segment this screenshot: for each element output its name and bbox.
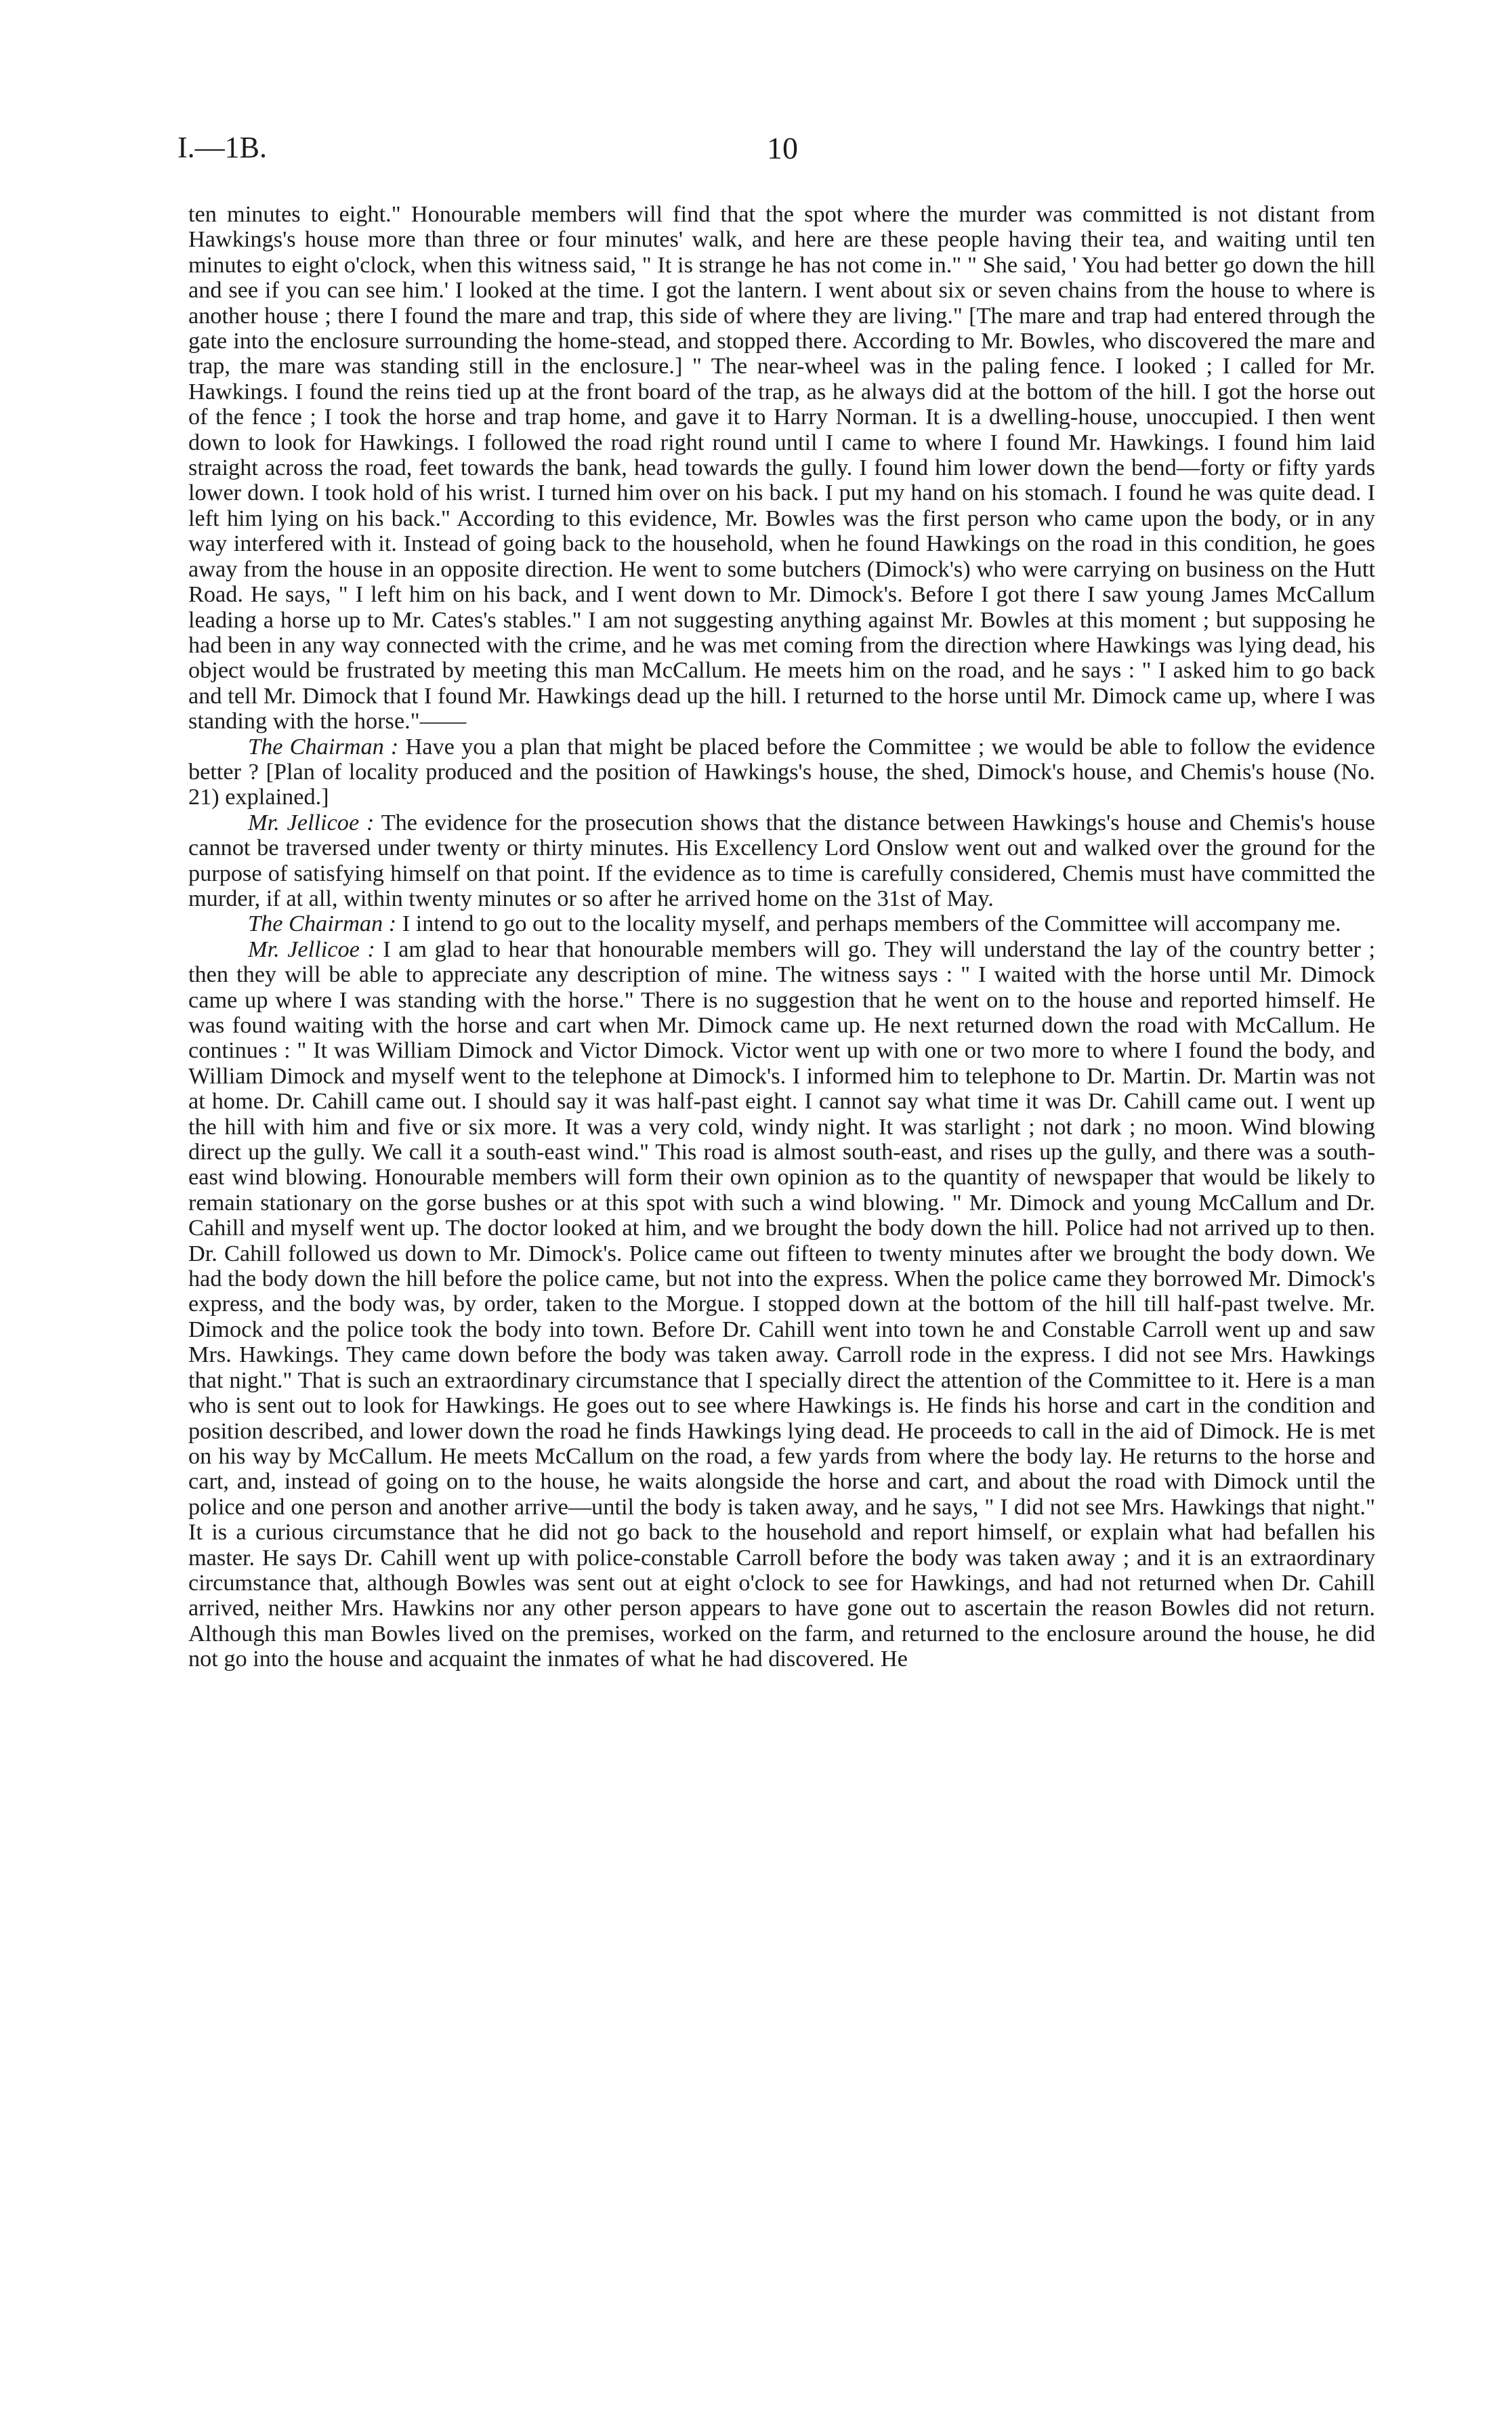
paragraph	[188, 937, 1375, 1672]
paragraph-text: I am glad to hear that honourable members will go. They will understand the lay of the country better ; then they will be able to appreciate any description of mine. The witness says : " I waited with the horse until Mr. Dimock came up where I was standing with the horse." There is no suggestion that he went on to the house and reported himself. He was found waiting with the horse and cart when Mr. Dimock came up. He next returned down the road with McCallum. He continues : " It was William Dimock and Victor Dimock. Victor went up with one or two more to where I found the body, and William Dimock and myself went to the telephone at Dimock's. I informed him to telephone to Dr. Martin. Dr. Martin was not at home. Dr. Cahill came out. I should say it was half-past eight. I cannot say what time it was Dr. Cahill came out. I went up the hill with him and five or six more. It was a very cold, windy night. It was starlight ; not dark ; no moon. Wind blowing direct up the gully. We call it a south-east wind." This road is almost south-east, and rises up the gully, and there was a south-east wind blowing. Honourable members will form their own opinion as to the quantity of newspaper that would be likely to remain stationary on the gorse bushes or at this spot with such a wind blowing. " Mr. Dimock and young McCallum and Dr. Cahill and myself went up. The doctor looked at him, and we brought the body down the hill. Police had not arrived up to then. Dr. Cahill followed us down to Mr. Dimock's. Police came out fifteen to twenty minutes after we brought the body down. We had the body down the hill before the police came, but not into the express. When the police came they borrowed Mr. Dimock's express, and the body was, by order, taken to the Morgue. I stopped down at the bottom of the hill till half-past twelve. Mr. Dimock and the police took the body into town. Before Dr. Cahill went into town he and Constable Carroll went up and saw Mrs. Hawkings. They came down before the body was taken away. Carroll rode in the express. I did not see Mrs. Hawkings that night." That is such an extraordinary circumstance that I specially direct the attention of the Committee to it. Here is a man who is sent out to look for Hawkings. He goes out to see where Hawkings is. He finds his horse and cart in the condition and position described, and lower down the road he finds Hawkings lying dead. He proceeds to call in the aid of Dimock. He is met on his way by McCallum. He meets McCallum on the road, a few yards from where the body lay. He returns to the horse and cart, and, instead of going on to the house, he waits alongside the horse and cart, and about the road with Dimock until the police and one person and another arrive—until the body is taken away, and he says, " I did not see Mrs. Hawkings that night." It is a curious circumstance that he did not go back to the household and report himself, or explain what had befallen his master. He says Dr. Cahill went up with police-constable Carroll before the body was taken away ; and it is an extraordinary circumstance that, although Bowles was sent out at eight o'clock to see for Hawkings, and had not returned when Dr. Cahill arrived, neither Mrs. Hawkins nor any other person appears to have gone out to ascertain the reason Bowles did not return. Although this man Bowles lived on the premises, worked on the farm, and returned to the enclosure around the house, he did not go into the house and acquaint the inmates of what he had discovered. He	[188, 936, 1375, 1672]
paragraph-text: ten minutes to eight." Honourable members will find that the spot where the murder was committed is not distant from Hawkings's house more than three or four minutes' walk, and here are these people having their tea, and waiting until ten minutes to eight o'clock, when this witness said, " It is strange he has not come in." " She said, ' You had better go down the hill and see if you can see him.' I looked at the time. I got the lantern. I went about six or seven chains from the house to where is another house ; there I found the mare and trap, this side of where they are living." [The mare and trap had entered through the gate into the enclosure surrounding the home-stead, and stopped there. According to Mr. Bowles, who discovered the mare and trap, the mare was standing still in the enclosure.] " The near-wheel was in the paling fence. I looked ; I called for Mr. Hawkings. I found the reins tied up at the front board of the trap, as he always did at the bottom of the hill. I got the horse out of the fence ; I took the horse and trap home, and gave it to Harry Norman. It is a dwelling-house, unoccupied. I then went down to look for Hawkings. I followed the road right round until I came to where I found Mr. Hawkings. I found him laid straight across the road, feet towards the bank, head towards the gully. I found him lower down the bend—forty or fifty yards lower down. I took hold of his wrist. I turned him over on his back. I put my hand on his stomach. I found he was quite dead. I left him lying on his back." According to this evidence, Mr. Bowles was the first person who came upon the body, or in any way interfered with it. Instead of going back to the household, when he found Hawkings on the road in this condition, he goes away from the house in an opposite direction. He went to some butchers (Dimock's) who were carrying on business on the Hutt Road. He says, " I left him on his back, and I went down to Mr. Dimock's. Before I got there I saw young James McCallum leading a horse up to Mr. Cates's stables." I am not suggesting anything against Mr. Bowles at this moment ; but supposing he had been in any way connected with the crime, and he was met coming from the direction where Hawkings was lying dead, his object would be frustrated by meeting this man McCallum. He meets him on the road, and he says : " I asked him to go back and tell Mr. Dimock that I found Mr. Hawkings dead up the hill. I returned to the horse until Mr. Dimock came up, where I was standing with the horse."——	[188, 201, 1375, 734]
paragraph-text: I intend to go out to the locality myself, and perhaps members of the Committee will accompany me.	[396, 911, 1341, 937]
speaker-name: Mr. Jellicoe :	[248, 809, 375, 835]
paragraph	[188, 911, 1375, 936]
speaker-name: The Chairman :	[248, 733, 399, 760]
document-reference: I.—1B.	[177, 131, 267, 164]
body-text	[188, 202, 1375, 1672]
paragraph-text: The evidence for the prosecution shows that the distance between Hawkings's house and Chemis's house cannot be traversed under twenty or thirty minutes. His Excellency Lord Onslow went out and walked over the ground for the purpose of satisfying himself on that point. If the evidence as to time is carefully considered, Chemis must have committed the murder, if at all, within twenty minutes or so after he arrived home on the 31st of May.	[188, 809, 1375, 911]
paragraph-text: Have you a plan that might be placed before the Committee ; we would be able to follow the evidence better ? [Plan of locality produced and the position of Hawkings's house, the shed, Dimock's house, and Chemis's house (No. 21) explained.]	[188, 733, 1375, 810]
paragraph	[188, 734, 1375, 810]
page-number: 10	[767, 131, 798, 165]
paragraph	[188, 810, 1375, 912]
paragraph	[188, 202, 1375, 734]
speaker-name: The Chairman :	[248, 911, 397, 937]
speaker-name: Mr. Jellicoe :	[248, 936, 375, 962]
page-header	[177, 130, 1375, 171]
